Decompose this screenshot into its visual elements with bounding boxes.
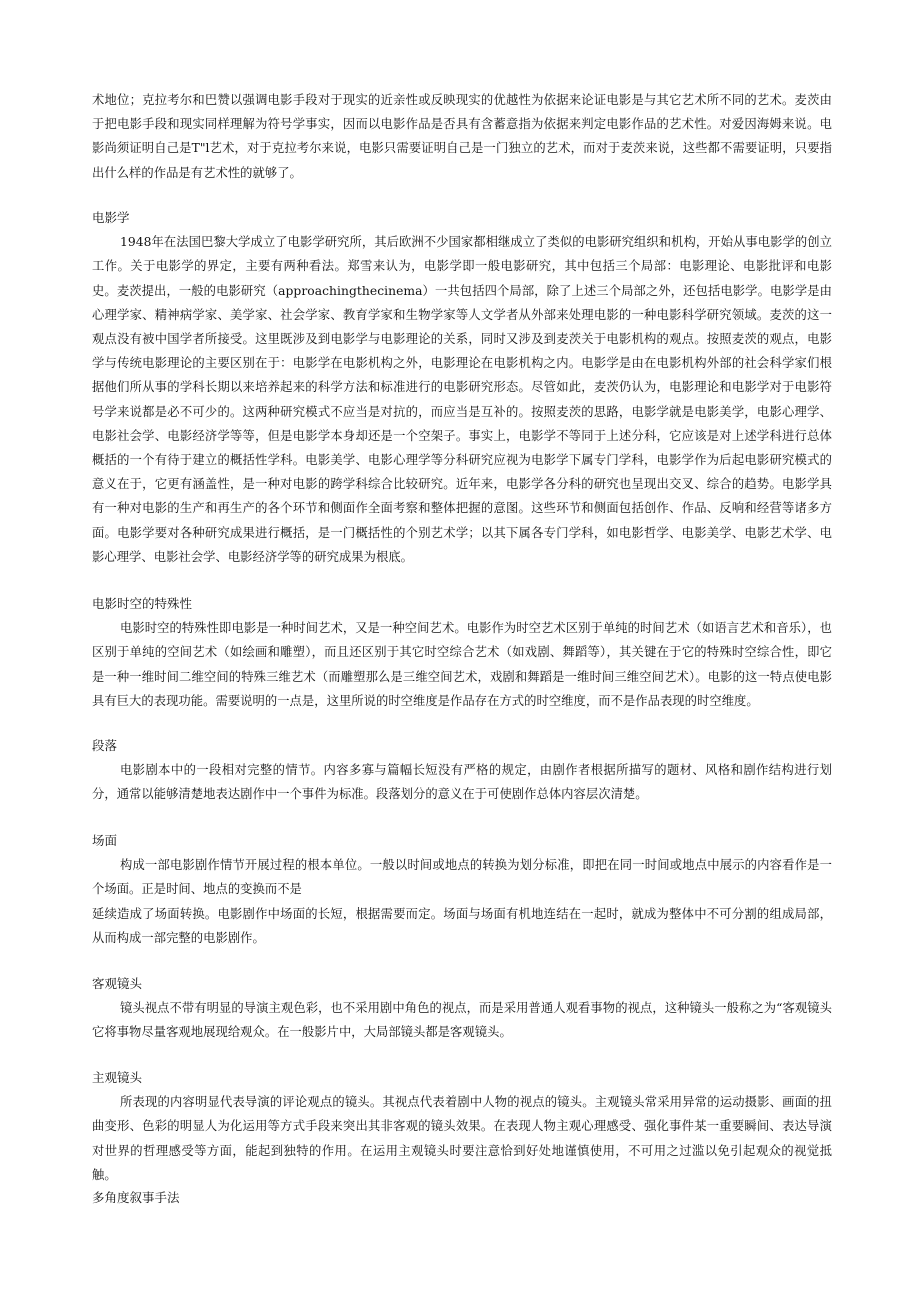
section-heading: 段落 <box>92 738 118 753</box>
section-paragraph: 1948年在法国巴黎大学成立了电影学研究所，其后欧洲不少国家都相继成立了类似的电影研究组织和机构，开始从事电影学的创立工作。关于电影学的界定，主要有两种看法。郑雪来认为，电影学即一般电影研究，其中包括三个局部：电影理论、电影批评和电影史。麦茨提出，一般的电影研究（approachingthecinema）一共包括四个局部，除了上述三个局部之外，还包括电影学。电影学是由心理学家、精神病学家、美学家、社会学家、教育学家和生物学家等人文学者从外部来处理电影的一种电影科学研究领域。麦茨的这一观点没有被中国学者所接受。这里既涉及到电影学与电影理论的关系，同时又涉及到麦茨关于电影机构的观点。按照麦茨的观点，电影学与传统电影理论的主要区别在于：电影学在电影机构之外，电影理论在电影机构之内。电影学是由在电影机构外部的社会科学家们根据他们所从事的学科长期以来培养起来的科学方法和标准进行的电影研究形态。尽管如此，麦茨仍认为，电影理论和电影学对于电影符号学来说都是必不可少的。这两种研究模式不应当是对抗的，而应当是互补的。按照麦茨的思路，电影学就是电影美学，电影心理学、电影社会学、电影经济学等等，但是电影学本身却还是一个空架子。事实上，电影学不等同于上述分科，它应该是对上述学科进行总体概括的一个有待于建立的概括性学科。电影美学、电影心理学等分科研究应视为电影学下属专门学科，电影学作为后起电影研究模式的意义在于，它更有涵盖性，是一种对电影的跨学科综合比较研究。近年来，电影学各分科的研究也呈现出交叉、综合的趋势。电影学具有一种对电影的生产和再生产的各个环节和侧面作全面考察和整体把握的意图。这些环节和侧面包括创作、作品、反响和经营等诸多方面。电影学要对各种研究成果进行概括，是一门概括性的个别艺术学；以其下属各专门学科，如电影哲学、电影美学、电影艺术学、电影心理学、电影社会学、电影经济学等的研究成果为根底。 <box>92 235 832 564</box>
section-paragraph: 镜头视点不带有明显的导演主观色彩，也不采用剧中角色的视点，而是采用普通人观看事物的视点，这种镜头一般称之为“客观镜头它将事物尽量客观地展现给观众。在一般影片中，大局部镜头都是客观镜头。 <box>92 1001 832 1040</box>
section-film-studies <box>92 206 832 569</box>
intro-paragraph: 术地位；克拉考尔和巴赞以强调电影手段对于现实的近亲性或反映现实的优越性为依据来论证电影是与其它艺术所不同的艺术。麦茨由于把电影手段和现实同样理解为符号学事实，因而以电影作品是否具有含蓄意指为依据来判定电影作品的艺术性。对爱因海姆来说。电影尚须证明自己是T"l艺术，对于克拉考尔来说，电影只需要证明自己是一门独立的艺术，而对于麦茨来说，这些都不需要证明，只要指出什么样的作品是有艺术性的就够了。 <box>92 93 832 180</box>
section-paragraph: 构成一部电影剧作情节开展过程的根本单位。一般以时间或地点的转换为划分标准，即把在同一时间或地点中展示的内容看作是一个场面。正是时间、地点的变换而不是 延续造成了场面转换。电影剧作中场面的长短，根据需要而定。场面与场面有机地连结在一起时，就成为整体中不可分割的组成局部，从而构成一部完整的电影剧作。 <box>92 858 832 945</box>
section-paragraph: 电影时空的特殊性即电影是一种时间艺术，又是一种空间艺术。电影作为时空艺术区别于单纯的时间艺术（如语言艺术和音乐），也区别于单纯的空间艺术（如绘画和雕塑），而且还区别于其它时空综合艺术（如戏剧、舞蹈等），其关键在于它的特殊时空综合性，即它是一种一维时间二维空间的特殊三维艺术（而雕塑那么是三维空间艺术，戏剧和舞蹈是一维时间三维空间艺术）。电影的这一特点使电影具有巨大的表现功能。需要说明的一点是，这里所说的时空维度是作品存在方式的时空维度，而不是作品表现的时空维度。 <box>92 621 832 708</box>
section-paragraph: 电影剧本中的一段相对完整的情节。内容多寡与篇幅长短没有严格的规定，由剧作者根据所描写的题材、风格和剧作结构进行划分，通常以能够清楚地表达剧作中一个事件为标准。段落划分的意义在于可使剧作总体内容层次清楚。 <box>92 763 832 802</box>
section-heading: 主观镜头 <box>92 1070 143 1085</box>
section-objective-shot <box>92 972 832 1045</box>
section-heading: 电影时空的特殊性 <box>92 596 193 611</box>
section-heading: 电影学 <box>92 210 130 225</box>
section-sequence <box>92 734 832 807</box>
intro-block <box>92 88 832 185</box>
section-paragraph: 所表现的内容明显代表导演的评论观点的镜头。其视点代表着剧中人物的视点的镜头。主观镜头常采用异常的运动摄影、画面的扭曲变形、色彩的明显人为化运用等方式手段来突出其非客观的镜头效果。在表现人物主观心理感受、强化事件某一重要瞬间、表达导演对世界的哲理感受等方面，能起到独特的作用。在运用主观镜头时要注意恰到好处地谨慎使用，不可用之过滥以免引起观众的视觉抵触。 <box>92 1095 832 1182</box>
section-heading: 场面 <box>92 833 118 848</box>
section-heading: 多角度叙事手法 <box>92 1190 180 1205</box>
section-film-space-time <box>92 592 832 713</box>
section-heading: 客观镜头 <box>92 976 143 991</box>
section-multi-angle-narrative <box>92 1186 832 1210</box>
section-scene <box>92 829 832 950</box>
section-subjective-shot <box>92 1066 832 1187</box>
